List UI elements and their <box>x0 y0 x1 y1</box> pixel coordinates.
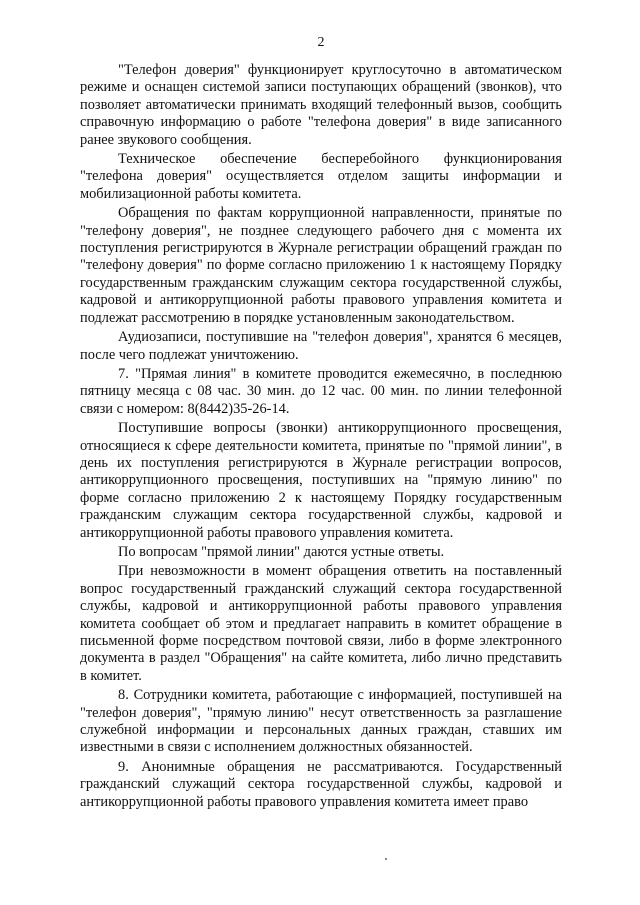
paragraph-confidentiality: 8. Сотрудники комитета, работающие с информацией, поступившей на "телефон доверия", "прямую линию" несут ответственность за разглашение служебной информации и персональных данных граждан, ставших им известными в связи с исполнением должностных обязанностей. <box>80 687 562 756</box>
paragraph-hotline-automatic: "Телефон доверия" функционирует круглосуточно в автоматическом режиме и оснащен системой записи поступающих обращений (звонков), что позволяет автоматически принимать входящий телефонный вызов, сообщить справочную информацию о работе "телефона доверия" в виде записанного ранее звукового сообщения. <box>80 62 562 148</box>
paragraph-anonymous-requests: 9. Анонимные обращения не рассматриваются. Государственный гражданский служащий сектора государственной службы, кадровой и антикоррупционной работы правового управления комитета имеет право <box>80 758 562 810</box>
paragraph-audio-storage: Аудиозаписи, поступившие на "телефон доверия", хранятся 6 месяцев, после чего подлежат уничтожению. <box>80 329 562 363</box>
paragraph-written-request: При невозможности в момент обращения ответить на поставленный вопрос государственный гражданский служащий сектора государственной службы, кадровой и антикоррупционной работы правового управления комитета сообщает об этом и предлагает направить в комитет обращение в письменной форме посредством почтовой связи, либо в форме электронного документа в раздел "Обращения" на сайте комитета, либо лично представить в комитет. <box>80 563 562 684</box>
paragraph-direct-line-schedule: 7. "Прямая линия" в комитете проводится ежемесячно, в последнюю пятницу месяца с 08 час. 30 мин. до 12 час. 00 мин. по линии телефонной связи с номером: 8(8442)35-26-14. <box>80 365 562 417</box>
paragraph-hotline-technical-support: Техническое обеспечение бесперебойного функционирования "телефона доверия" осуществляется отделом защиты информации и мобилизационной работы комитета. <box>80 151 562 202</box>
page-number: 2 <box>317 35 325 50</box>
document-body <box>80 62 562 811</box>
paragraph-oral-answers: По вопросам "прямой линии" даются устные ответы. <box>118 543 445 560</box>
paragraph-direct-line-registration: Поступившие вопросы (звонки) антикоррупционного просвещения, относящиеся к сфере деятельности комитета, принятые по "прямой линии", в день их поступления регистрируются в Журнале регистрации вопросов, антикоррупционного просвещения, поступивших на "прямую линию" по форме согласно приложению 2 к настоящему Порядку государственным гражданским служащим сектора государственной службы, кадровой и антикоррупционной работы правового управления комитета. <box>80 420 562 541</box>
scan-speck <box>385 858 387 860</box>
paragraph-hotline-registration: Обращения по фактам коррупционной направленности, принятые по "телефону доверия", не позднее следующего рабочего дня с момента их поступления регистрируются в Журнале регистрации обращений граждан по "телефону доверия" по форме согласно приложению 1 к настоящему Порядку государственным гражданским служащим сектора государственной службы, кадровой и антикоррупционной работы правового управления комитета и подлежат рассмотрению в порядке установленным законодательством. <box>80 205 562 326</box>
